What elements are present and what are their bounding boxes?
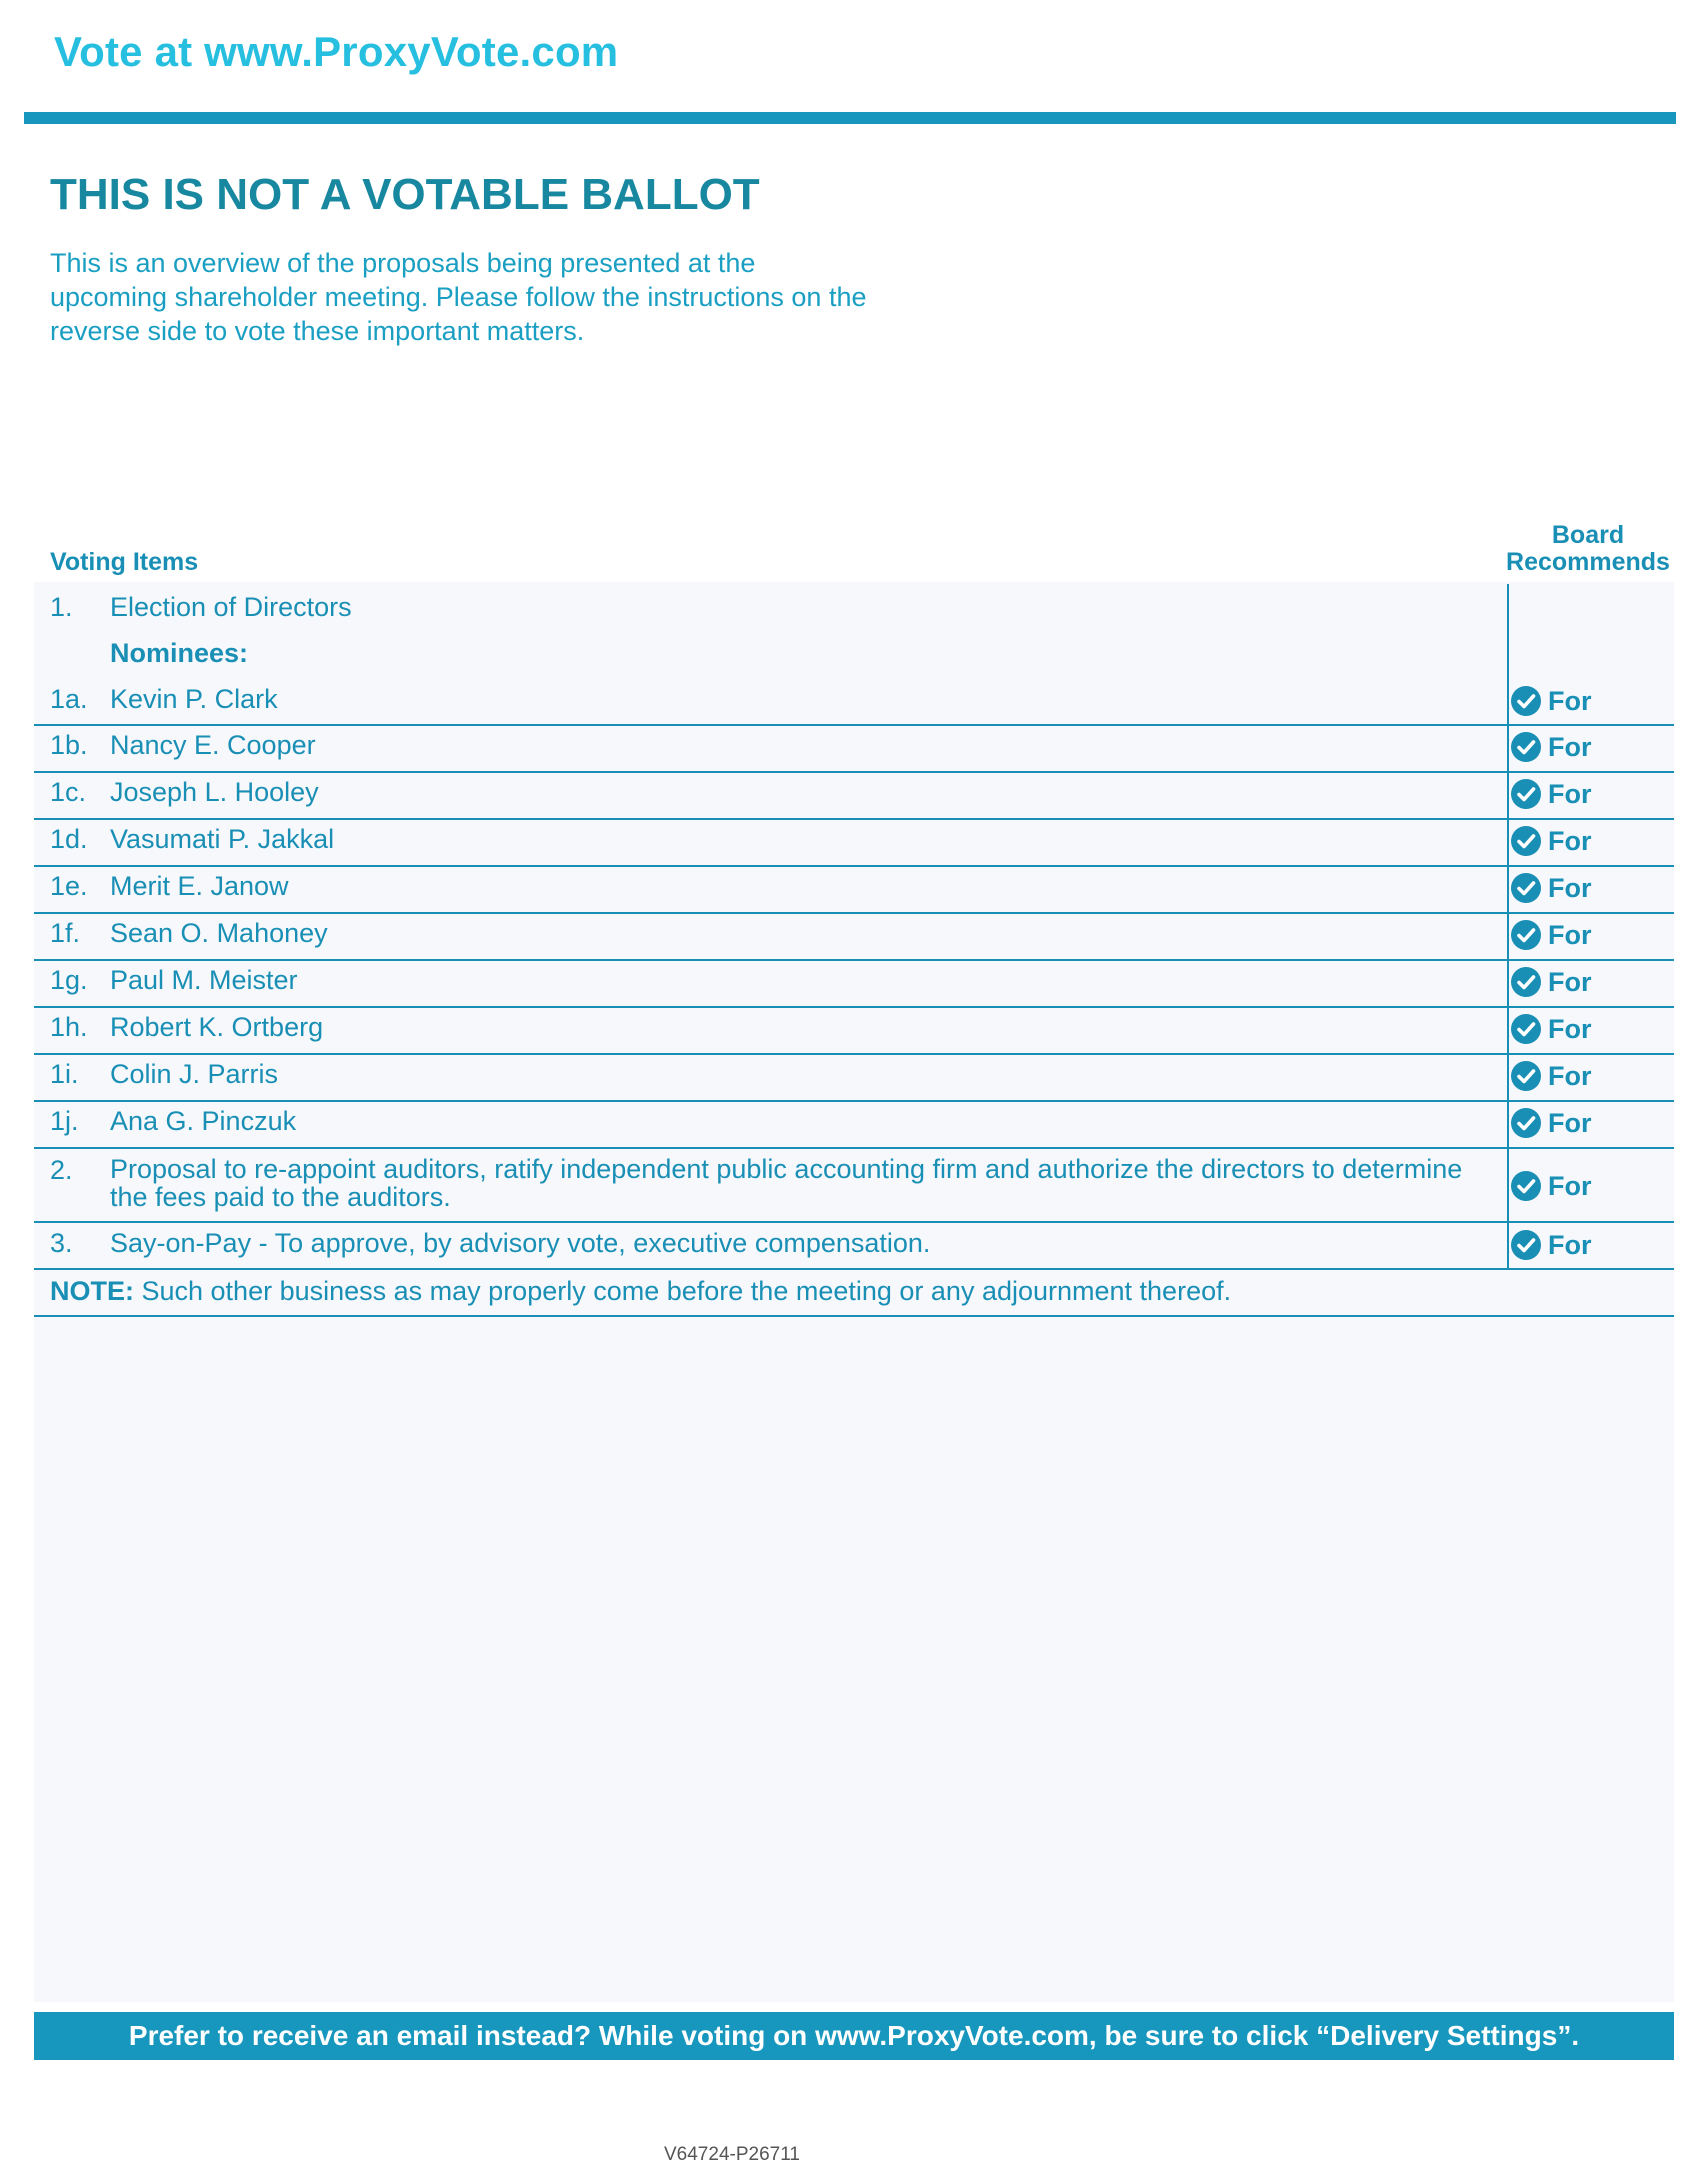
- note-label: NOTE:: [50, 1276, 134, 1306]
- board-recommendation: [1510, 684, 1592, 718]
- recommendation-label: For: [1548, 872, 1592, 903]
- check-circle-icon: [1510, 966, 1542, 998]
- nominee-row: [34, 726, 1674, 773]
- proposal-number: 2.: [50, 1155, 73, 1185]
- nominee-row: [34, 1055, 1674, 1102]
- check-circle-icon: [1510, 731, 1542, 763]
- nominee-name: Robert K. Ortberg: [110, 1012, 324, 1042]
- nominee-name: Joseph L. Hooley: [110, 777, 319, 807]
- nominee-number: 1b.: [50, 730, 88, 760]
- board-recommendation: [1510, 1059, 1592, 1093]
- recommendation-label: For: [1548, 1107, 1592, 1138]
- item-text: Election of Directors: [110, 592, 352, 622]
- check-circle-icon: [1510, 872, 1542, 904]
- proposal-text: Proposal to re-appoint auditors, ratify independent public accounting firm and authorize the directors to determine the fees paid to the auditors.: [110, 1154, 1463, 1212]
- nominee-name: Paul M. Meister: [110, 965, 298, 995]
- email-delivery-banner: [34, 2012, 1674, 2060]
- board-recommendation: [1510, 918, 1592, 952]
- recommendation-label: For: [1548, 825, 1592, 856]
- check-circle-icon: [1510, 778, 1542, 810]
- recommendation-label: For: [1548, 1013, 1592, 1044]
- recommendation-label: For: [1548, 1060, 1592, 1091]
- nominee-name: Vasumati P. Jakkal: [110, 824, 335, 854]
- nominee-name: Kevin P. Clark: [110, 684, 278, 714]
- nominee-number: 1f.: [50, 918, 81, 948]
- vote-url-title: Vote at www.ProxyVote.com: [54, 28, 619, 75]
- header-rule: [24, 112, 1676, 124]
- column-header-board-recommends: [1500, 522, 1676, 576]
- nominee-row: [34, 680, 1674, 726]
- check-circle-icon: [1510, 1229, 1542, 1261]
- nominee-number: 1g.: [50, 965, 88, 995]
- nominee-number: 1c.: [50, 777, 87, 807]
- proposal-row: [34, 1149, 1674, 1223]
- nominee-name: Merit E. Janow: [110, 871, 289, 901]
- check-circle-icon: [1510, 1170, 1542, 1202]
- nominee-number: 1i.: [50, 1059, 79, 1089]
- nominee-row: [34, 1102, 1674, 1149]
- nominee-row: [34, 867, 1674, 914]
- nominee-number: 1j.: [50, 1106, 79, 1136]
- election-row: [34, 586, 1674, 632]
- nominee-row: [34, 820, 1674, 867]
- check-circle-icon: [1510, 1107, 1542, 1139]
- recommendation-label: For: [1548, 731, 1592, 762]
- proposal-text: Say-on-Pay - To approve, by advisory vote, executive compensation.: [110, 1228, 931, 1258]
- note-line: [50, 1276, 1231, 1307]
- check-circle-icon: [1510, 825, 1542, 857]
- nominee-number: 1e.: [50, 871, 88, 901]
- nominee-number: 1a.: [50, 684, 88, 714]
- nominees-label-row: [34, 634, 1674, 680]
- recommendation-label: For: [1548, 1170, 1592, 1201]
- recommendation-label: For: [1548, 1229, 1592, 1260]
- nominee-row: [34, 773, 1674, 820]
- nominee-row: [34, 914, 1674, 961]
- nominee-row: [34, 961, 1674, 1008]
- board-recommendation: [1510, 965, 1592, 999]
- nominee-number: 1d.: [50, 824, 88, 854]
- board-recommendation: [1510, 777, 1592, 811]
- recommendation-label: For: [1548, 778, 1592, 809]
- item-number: 1.: [50, 592, 73, 622]
- board-recommendation: [1510, 1012, 1592, 1046]
- board-recommendation: [1510, 1228, 1592, 1262]
- proposal-row: [34, 1223, 1674, 1270]
- board-recommendation: [1510, 1169, 1592, 1203]
- check-circle-icon: [1510, 919, 1542, 951]
- nominee-name: Nancy E. Cooper: [110, 730, 316, 760]
- check-circle-icon: [1510, 685, 1542, 717]
- proposal-number: 3.: [50, 1228, 73, 1258]
- board-recommendation: [1510, 871, 1592, 905]
- board-recommendation: [1510, 730, 1592, 764]
- nominees-label: Nominees:: [110, 638, 249, 668]
- recommendation-label: For: [1548, 685, 1592, 716]
- column-header-voting-items: Voting Items: [50, 548, 199, 576]
- page-title: THIS IS NOT A VOTABLE BALLOT: [50, 170, 760, 219]
- nominee-name: Sean O. Mahoney: [110, 918, 328, 948]
- document-code: V64724-P26711: [664, 2144, 800, 2165]
- email-delivery-text: Prefer to receive an email instead? While voting on www.ProxyVote.com, be sure to click “Delivery Settings”.: [128, 2020, 1580, 2051]
- nominee-number: 1h.: [50, 1012, 88, 1042]
- note-row: [34, 1270, 1674, 1317]
- nominee-row: [34, 1008, 1674, 1055]
- board-recommendation: [1510, 824, 1592, 858]
- recommendation-label: For: [1548, 919, 1592, 950]
- recommendation-label: For: [1548, 966, 1592, 997]
- board-recommendation: [1510, 1106, 1592, 1140]
- column-header-board-line1: Board: [1551, 521, 1625, 549]
- check-circle-icon: [1510, 1013, 1542, 1045]
- intro-text: This is an overview of the proposals being presented at the upcoming shareholder meeting. Please follow the instructions on the reverse side to vote these important matters.: [50, 248, 867, 346]
- column-header-board-line2: Recommends: [1506, 548, 1670, 576]
- nominee-name: Ana G. Pinczuk: [110, 1106, 297, 1136]
- nominee-name: Colin J. Parris: [110, 1059, 279, 1089]
- check-circle-icon: [1510, 1060, 1542, 1092]
- note-text: Such other business as may properly come before the meeting or any adjournment thereof.: [134, 1276, 1232, 1306]
